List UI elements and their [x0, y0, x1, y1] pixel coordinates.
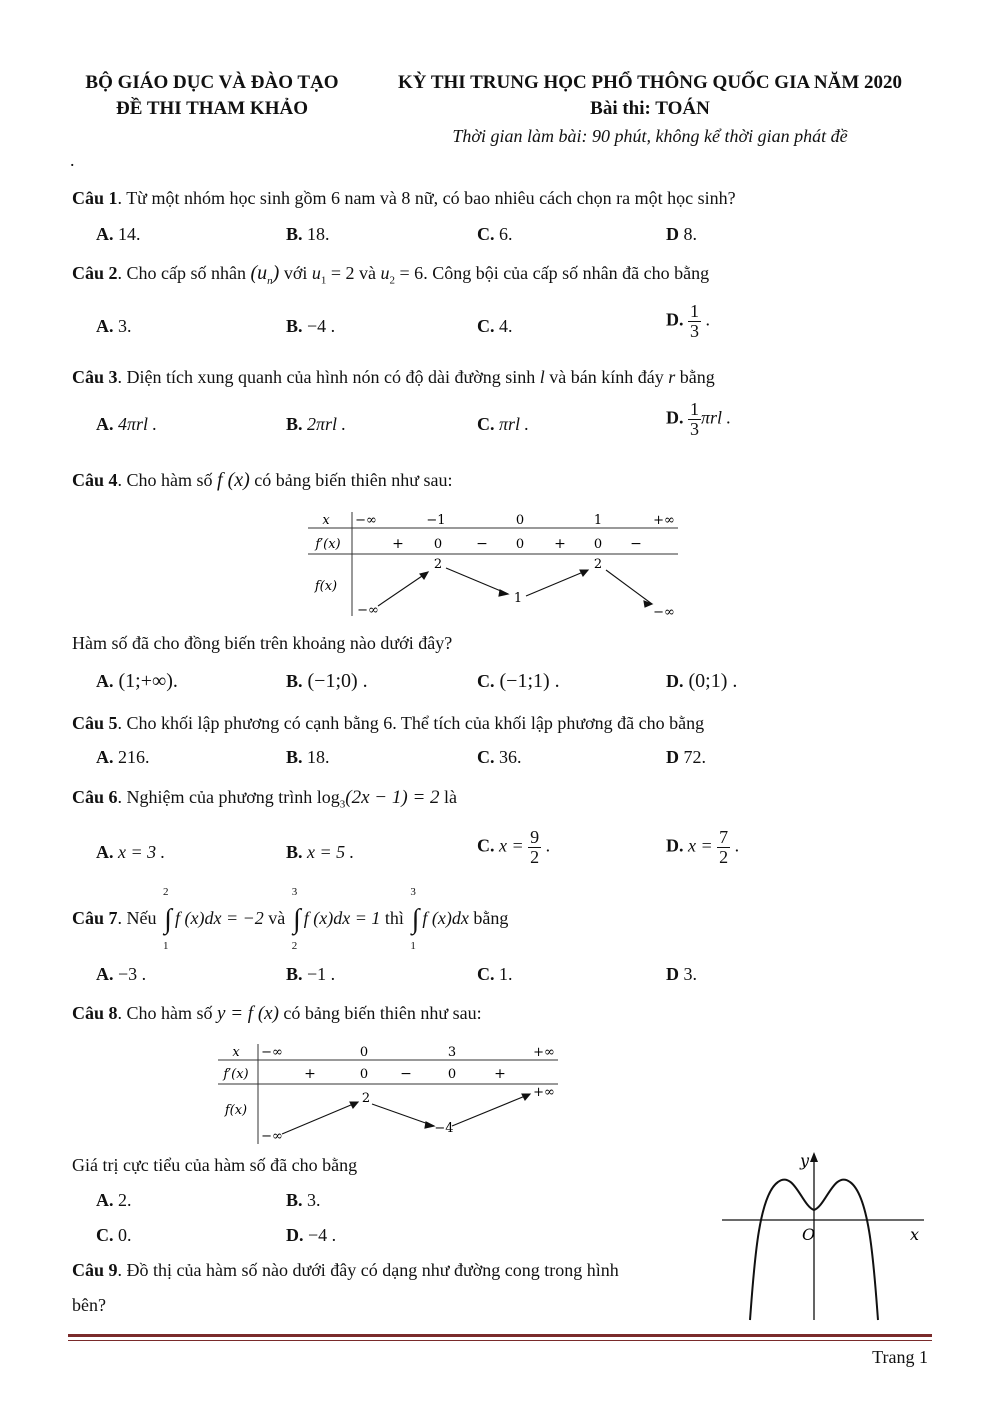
table-x-value: +∞	[653, 513, 675, 528]
table-x-value: 0	[359, 1045, 369, 1060]
q3-option-c: C. πrl .	[477, 414, 530, 434]
table-fp-sign: 0	[433, 537, 443, 552]
table-fp-sign: +	[304, 1066, 316, 1082]
table-fp-sign: −	[630, 536, 642, 552]
question-5: Câu 5. Cho khối lập phương có cạnh bằng 6. Thể tích của khối lập phương đã cho bằng	[72, 713, 705, 733]
arrow-down	[372, 1104, 434, 1126]
q6-option-b: B. x = 5 .	[286, 842, 355, 862]
table-fp-sign: −	[400, 1066, 412, 1082]
table-x-value: −∞	[261, 1045, 283, 1060]
question-9-cont: bên?	[72, 1295, 106, 1315]
q8-option-b: B. 3.	[286, 1190, 321, 1210]
q7-option-d: D 3.	[666, 964, 697, 984]
table-f-value: −∞	[261, 1129, 283, 1144]
question-1	[72, 188, 736, 209]
question-6: Câu 6. Nghiệm của phương trình $\log_3(2x - 1) = 2$ là	[72, 787, 458, 811]
table-f-value: −4	[434, 1121, 454, 1136]
q6-option-c: C. x = $\frac{9}{2}$ .	[477, 827, 551, 867]
table-fp-sign: +	[494, 1066, 506, 1082]
table-fp-sign: 0	[359, 1067, 369, 1082]
arrow-down	[446, 568, 508, 594]
question-4: Câu 4. Cho hàm số f (x) có bảng biến thiên như sau:	[72, 469, 453, 491]
q6-option-a: A. x = 3 .	[96, 842, 166, 862]
q7-option-c: C. 1.	[477, 964, 513, 984]
question-9: Câu 9. Đồ thị của hàm số nào dưới đây có dạng như đường cong trong hình	[72, 1260, 619, 1280]
table-fp-sign: 0	[447, 1067, 457, 1082]
table-fp-sign: −	[476, 536, 488, 552]
footer-rule-thin	[68, 1340, 932, 1341]
table-x-value: +∞	[533, 1045, 555, 1060]
table-f-label: f(x)	[314, 579, 338, 594]
q8-option-c: C. 0.	[96, 1225, 132, 1245]
q2-option-d: D. $\frac{1}{3}$ .	[666, 301, 710, 341]
table-x-value: −1	[426, 513, 446, 528]
question-label: Câu 1	[72, 188, 118, 208]
exam-name: KỲ THI TRUNG HỌC PHỔ THÔNG QUỐC GIA NĂM 2020	[397, 72, 903, 93]
arrow-down	[606, 570, 652, 604]
q8-option-a: A. 2.	[96, 1190, 132, 1210]
arrow-up	[526, 570, 588, 596]
q7-option-a: A. −3 .	[96, 964, 147, 984]
q4-option-c: C. (−1;1) .	[477, 670, 560, 692]
q2-option-b: B. −4 .	[286, 316, 336, 336]
arrow-up	[282, 1102, 358, 1134]
table-f-value: 2	[593, 557, 603, 572]
question-3: Câu 3. Diện tích xung quanh của hình nón có độ dài đường sinh l và bán kính đáy r bằng	[72, 367, 715, 387]
q3-option-d: D. $\frac{1}{3}$ πrl .	[666, 399, 732, 439]
table-f-value: 2	[361, 1091, 371, 1106]
table-f-value: 2	[433, 557, 443, 572]
exam-subject: Bài thi: TOÁN	[590, 98, 710, 119]
q7-option-b: B. −1 .	[286, 964, 336, 984]
question-2: Câu 2. Cho cấp số nhân $(u_n)$ với $u_1 = 2$ và $u_2 = 6$. Công bội của cấp số nhân đã cho bằng	[72, 262, 710, 287]
table-fp-label: f′(x)	[315, 537, 341, 552]
arrow-up	[378, 572, 428, 606]
q1-option-c: C. 6.	[477, 224, 513, 244]
table-x-label: x	[232, 1045, 240, 1060]
question-4-prompt: Hàm số đã cho đồng biến trên khoảng nào dưới đây?	[72, 633, 453, 653]
q4-option-a: A. (1;+∞).	[96, 670, 178, 692]
origin-label: O	[802, 1225, 816, 1244]
table-f-value: 1	[513, 591, 523, 606]
q5-option-c: C. 36.	[477, 747, 522, 767]
q1-option-b: B. 18.	[286, 224, 330, 244]
table-f-label: f(x)	[224, 1103, 248, 1118]
q5-option-a: A. 216.	[96, 747, 150, 767]
exam-type: ĐỀ THI THAM KHẢO	[116, 98, 308, 119]
table-fp-sign: +	[392, 536, 404, 552]
question-7: Câu 7. Nếu 2 ∫ 1 f (x)dx = −2 và 3 ∫ 2 f (x)dx = 1 thì 3 ∫ 1 f (x)dx bằng	[72, 886, 509, 952]
q4-option-b: B. (−1;0) .	[286, 670, 368, 692]
table-x-value: 3	[447, 1045, 457, 1060]
table-fp-label: f′(x)	[223, 1067, 249, 1082]
q5-option-b: B. 18.	[286, 747, 330, 767]
function-graph-q9	[718, 1148, 930, 1324]
integral-sign: 2 ∫ 1	[163, 886, 172, 952]
q8-option-d: D. −4 .	[286, 1225, 337, 1245]
q4-option-d: D. (0;1) .	[666, 670, 738, 692]
arrow-up	[452, 1094, 530, 1126]
y-axis-label: y	[800, 1151, 810, 1170]
table-x-value: 1	[593, 513, 603, 528]
page-number: Trang 1	[872, 1347, 928, 1367]
q5-option-d: D 72.	[666, 747, 706, 767]
table-f-value: −∞	[357, 603, 379, 618]
table-f-value: +∞	[533, 1085, 555, 1100]
header-dot: .	[70, 150, 75, 170]
table-x-label: x	[322, 513, 330, 528]
question-8-prompt: Giá trị cực tiểu của hàm số đã cho bằng	[72, 1155, 358, 1175]
footer-rule	[68, 1334, 932, 1337]
y-axis-arrow	[810, 1152, 818, 1162]
q6-option-d: D. x = $\frac{7}{2}$ .	[666, 827, 740, 867]
q2-option-c: C. 4.	[477, 316, 513, 336]
table-fp-sign: +	[554, 536, 566, 552]
variation-table-q4	[300, 506, 690, 622]
q1-option-a: A. 14.	[96, 224, 141, 244]
table-x-value: −∞	[355, 513, 377, 528]
table-fp-sign: 0	[515, 537, 525, 552]
q1-option-d: D 8.	[666, 224, 697, 244]
q3-option-b: B. 2πrl .	[286, 414, 347, 434]
integral-sign: 3 ∫ 2	[291, 886, 301, 952]
table-fp-sign: 0	[593, 537, 603, 552]
table-f-value: −∞	[653, 605, 675, 620]
exam-time: Thời gian làm bài: 90 phút, không kể thời gian phát đề	[452, 126, 848, 146]
question-text: . Từ một nhóm học sinh gồm 6 nam và 8 nữ, có bao nhiêu cách chọn ra một học sinh?	[117, 188, 736, 208]
q2-option-a: A. 3.	[96, 316, 132, 336]
q3-option-a: A. 4πrl .	[96, 414, 158, 434]
variation-table-q8	[212, 1040, 572, 1150]
ministry-name: BỘ GIÁO DỤC VÀ ĐÀO TẠO	[85, 72, 339, 93]
integral-sign: 3 ∫ 1	[410, 886, 420, 952]
table-x-value: 0	[515, 513, 525, 528]
question-8: Câu 8. Cho hàm số y = f (x) có bảng biến thiên như sau:	[72, 1003, 482, 1024]
x-axis-label: x	[910, 1225, 920, 1244]
